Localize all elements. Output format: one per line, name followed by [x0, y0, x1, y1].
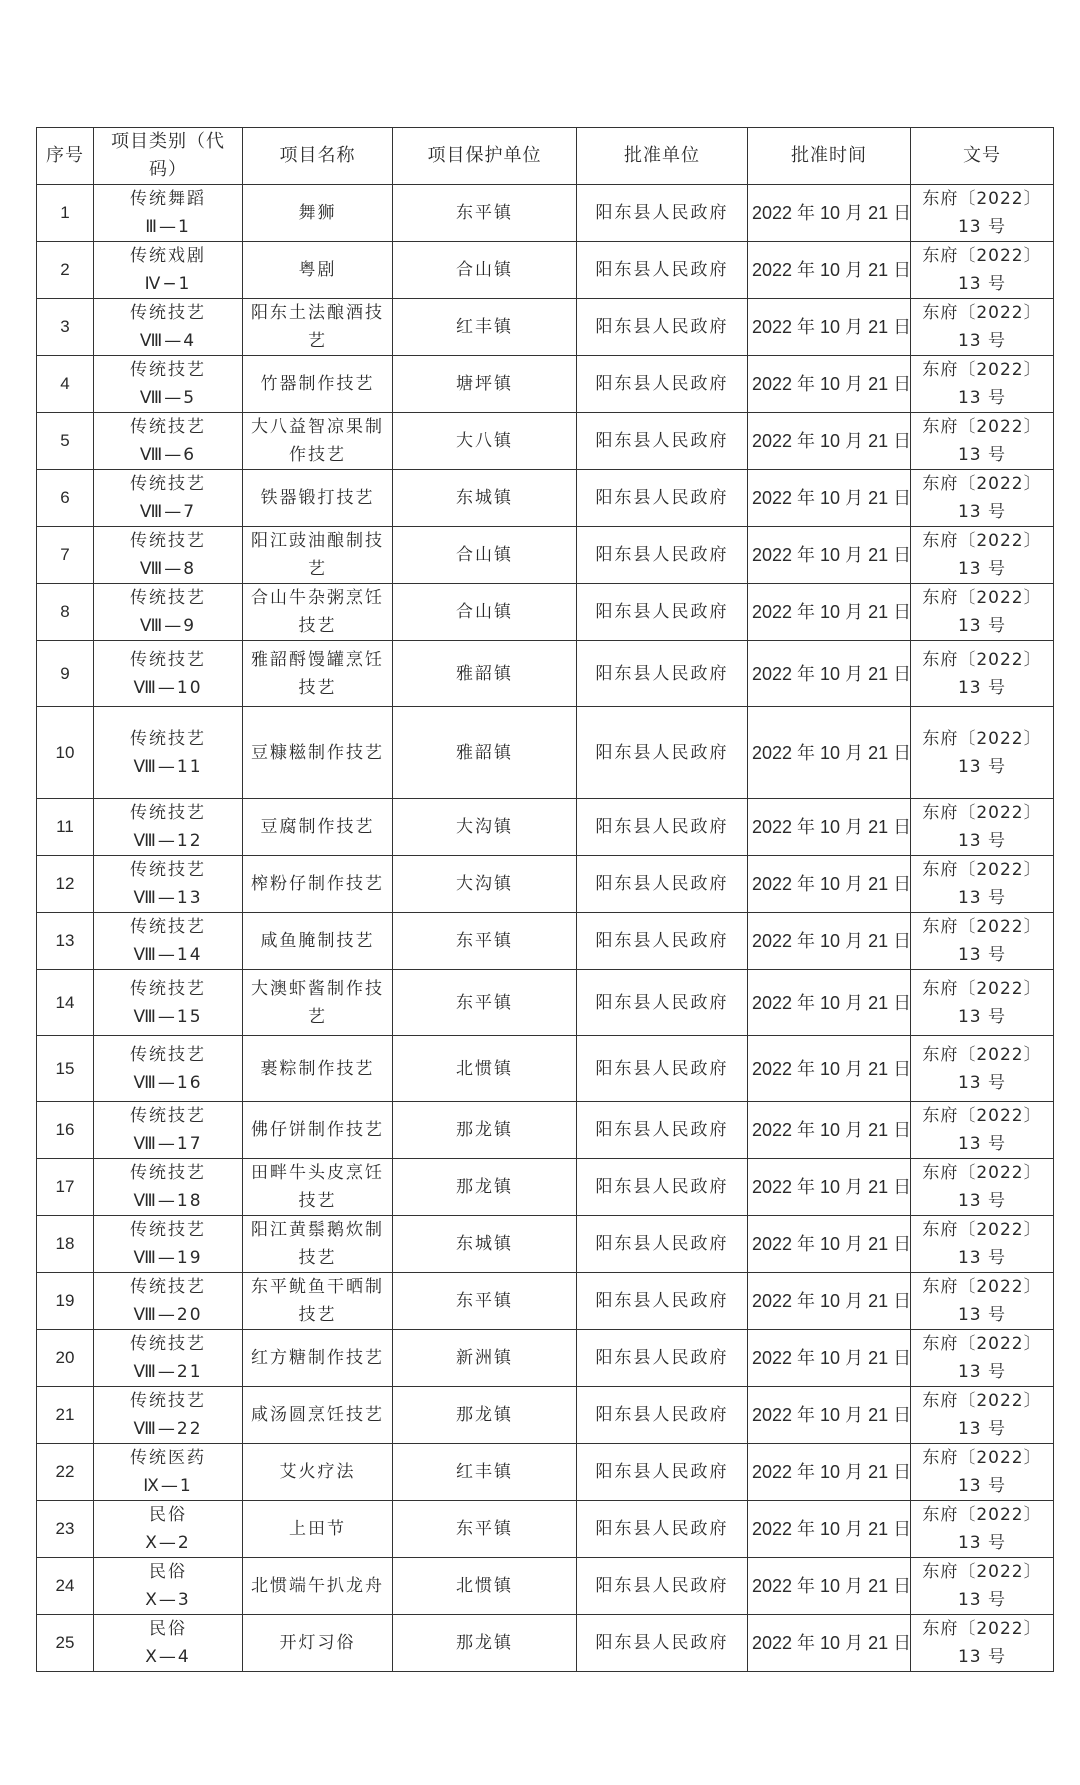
header-unit: 项目保护单位 — [393, 128, 577, 185]
row-date: 2022 年 10 月 21 日 — [748, 641, 911, 707]
row-doc-number: 东府〔2022〕13 号 — [911, 641, 1054, 707]
row-approver: 阳东县人民政府 — [577, 356, 748, 413]
row-approver: 阳东县人民政府 — [577, 856, 748, 913]
row-category — [94, 299, 243, 356]
row-date: 2022 年 10 月 21 日 — [748, 242, 911, 299]
row-date: 2022 年 10 月 21 日 — [748, 527, 911, 584]
category-label: 传统技艺 — [130, 417, 206, 437]
category-code: Ⅷ—9 — [139, 616, 197, 636]
category-code: Ⅷ—7 — [139, 502, 197, 522]
row-protection-unit: 那龙镇 — [393, 1387, 577, 1444]
heritage-table — [36, 127, 1054, 1672]
table-row — [37, 1159, 1054, 1216]
row-doc-number: 东府〔2022〕13 号 — [911, 913, 1054, 970]
row-seq: 10 — [37, 707, 94, 799]
category-label: 传统技艺 — [130, 1044, 206, 1065]
row-seq: 4 — [37, 356, 94, 413]
row-doc-number: 东府〔2022〕13 号 — [911, 356, 1054, 413]
table-row — [37, 856, 1054, 913]
row-seq: 19 — [37, 1273, 94, 1330]
row-seq: 8 — [37, 584, 94, 641]
row-date: 2022 年 10 月 21 日 — [748, 356, 911, 413]
table-row — [37, 1558, 1054, 1615]
row-doc-number: 东府〔2022〕13 号 — [911, 1273, 1054, 1330]
category-label: 传统医药 — [130, 1448, 206, 1468]
row-project-name: 红方糖制作技艺 — [243, 1330, 393, 1387]
table-row — [37, 913, 1054, 970]
header-row — [37, 128, 1054, 185]
category-label: 传统技艺 — [130, 1220, 206, 1240]
row-doc-number: 东府〔2022〕13 号 — [911, 1159, 1054, 1216]
row-project-name: 佛仔饼制作技艺 — [243, 1102, 393, 1159]
row-project-name: 大八益智凉果制作技艺 — [243, 413, 393, 470]
row-project-name: 北惯端午扒龙舟 — [243, 1558, 393, 1615]
table-row — [37, 413, 1054, 470]
row-project-name: 咸汤圆烹饪技艺 — [243, 1387, 393, 1444]
row-approver: 阳东县人民政府 — [577, 584, 748, 641]
row-doc-number: 东府〔2022〕13 号 — [911, 1330, 1054, 1387]
row-protection-unit: 红丰镇 — [393, 299, 577, 356]
category-code: Ⅷ—10 — [133, 677, 203, 698]
row-doc-number: 东府〔2022〕13 号 — [911, 527, 1054, 584]
row-category — [94, 1036, 243, 1102]
row-approver: 阳东县人民政府 — [577, 299, 748, 356]
row-project-name: 东平鱿鱼干晒制技艺 — [243, 1273, 393, 1330]
row-date: 2022 年 10 月 21 日 — [748, 1615, 911, 1672]
header-category: 项目类别（代码） — [94, 128, 243, 185]
row-project-name: 榨粉仔制作技艺 — [243, 856, 393, 913]
row-project-name: 大澳虾酱制作技艺 — [243, 970, 393, 1036]
row-project-name: 阳江豉油酿制技艺 — [243, 527, 393, 584]
row-seq: 25 — [37, 1615, 94, 1672]
row-approver: 阳东县人民政府 — [577, 413, 748, 470]
row-seq: 3 — [37, 299, 94, 356]
row-approver: 阳东县人民政府 — [577, 185, 748, 242]
row-doc-number: 东府〔2022〕13 号 — [911, 1444, 1054, 1501]
category-code: Ⅷ—18 — [133, 1191, 203, 1211]
row-project-name: 咸鱼腌制技艺 — [243, 913, 393, 970]
row-date: 2022 年 10 月 21 日 — [748, 185, 911, 242]
row-protection-unit: 那龙镇 — [393, 1615, 577, 1672]
table-row — [37, 185, 1054, 242]
table-row — [37, 527, 1054, 584]
row-date: 2022 年 10 月 21 日 — [748, 856, 911, 913]
category-code: Ⅸ—1 — [143, 1476, 193, 1496]
row-category — [94, 1330, 243, 1387]
row-category — [94, 641, 243, 707]
category-code: Ⅷ—6 — [139, 445, 197, 465]
row-date: 2022 年 10 月 21 日 — [748, 1330, 911, 1387]
row-date: 2022 年 10 月 21 日 — [748, 1216, 911, 1273]
row-protection-unit: 塘坪镇 — [393, 356, 577, 413]
category-code: Ⅷ—13 — [133, 888, 203, 908]
row-project-name: 豆腐制作技艺 — [243, 799, 393, 856]
row-category — [94, 527, 243, 584]
table-row — [37, 1444, 1054, 1501]
row-seq: 16 — [37, 1102, 94, 1159]
row-project-name: 开灯习俗 — [243, 1615, 393, 1672]
row-approver: 阳东县人民政府 — [577, 1444, 748, 1501]
row-protection-unit: 北惯镇 — [393, 1558, 577, 1615]
category-code: Ⅹ—4 — [145, 1647, 191, 1667]
row-protection-unit: 东城镇 — [393, 470, 577, 527]
category-label: 传统技艺 — [130, 1106, 206, 1126]
category-code: Ⅷ—21 — [133, 1362, 203, 1382]
row-doc-number: 东府〔2022〕13 号 — [911, 1558, 1054, 1615]
row-protection-unit: 合山镇 — [393, 527, 577, 584]
row-project-name: 合山牛杂粥烹饪技艺 — [243, 584, 393, 641]
row-protection-unit: 东平镇 — [393, 970, 577, 1036]
category-label: 传统技艺 — [130, 1277, 206, 1297]
row-category — [94, 1159, 243, 1216]
row-project-name: 竹器制作技艺 — [243, 356, 393, 413]
row-seq: 6 — [37, 470, 94, 527]
row-category — [94, 1273, 243, 1330]
row-seq: 17 — [37, 1159, 94, 1216]
category-label: 传统技艺 — [130, 1334, 206, 1354]
row-protection-unit: 东平镇 — [393, 1273, 577, 1330]
category-code: Ⅷ—15 — [133, 1006, 203, 1027]
row-protection-unit: 大沟镇 — [393, 799, 577, 856]
category-label: 民俗 — [149, 1562, 187, 1582]
row-approver: 阳东县人民政府 — [577, 1273, 748, 1330]
row-seq: 20 — [37, 1330, 94, 1387]
row-doc-number: 东府〔2022〕13 号 — [911, 299, 1054, 356]
row-approver: 阳东县人民政府 — [577, 913, 748, 970]
row-seq: 21 — [37, 1387, 94, 1444]
category-code: Ⅷ—12 — [133, 831, 203, 851]
row-seq: 15 — [37, 1036, 94, 1102]
row-approver: 阳东县人民政府 — [577, 707, 748, 799]
row-seq: 9 — [37, 641, 94, 707]
row-doc-number: 东府〔2022〕13 号 — [911, 242, 1054, 299]
category-label: 传统技艺 — [130, 978, 206, 999]
row-project-name: 艾火疗法 — [243, 1444, 393, 1501]
row-category — [94, 1558, 243, 1615]
category-label: 民俗 — [149, 1619, 187, 1639]
category-code: Ⅷ—8 — [139, 559, 197, 579]
row-date: 2022 年 10 月 21 日 — [748, 707, 911, 799]
category-label: 传统舞蹈 — [130, 189, 206, 209]
row-protection-unit: 雅韶镇 — [393, 707, 577, 799]
table-row — [37, 1273, 1054, 1330]
table-row — [37, 1036, 1054, 1102]
category-label: 传统技艺 — [130, 360, 206, 380]
table-row — [37, 1102, 1054, 1159]
row-seq: 14 — [37, 970, 94, 1036]
table-row — [37, 1330, 1054, 1387]
row-date: 2022 年 10 月 21 日 — [748, 413, 911, 470]
row-project-name: 雅韶酹馒罐烹饪技艺 — [243, 641, 393, 707]
table-header — [37, 128, 1054, 185]
row-project-name: 豆糠糍制作技艺 — [243, 707, 393, 799]
row-approver: 阳东县人民政府 — [577, 1501, 748, 1558]
row-category — [94, 970, 243, 1036]
row-date: 2022 年 10 月 21 日 — [748, 970, 911, 1036]
row-doc-number: 东府〔2022〕13 号 — [911, 1387, 1054, 1444]
row-seq: 22 — [37, 1444, 94, 1501]
row-category — [94, 1216, 243, 1273]
table-body — [37, 185, 1054, 1672]
row-project-name: 粤剧 — [243, 242, 393, 299]
row-doc-number: 东府〔2022〕13 号 — [911, 185, 1054, 242]
row-doc-number: 东府〔2022〕13 号 — [911, 970, 1054, 1036]
row-category — [94, 584, 243, 641]
row-approver: 阳东县人民政府 — [577, 641, 748, 707]
row-project-name: 阳东土法酿酒技艺 — [243, 299, 393, 356]
row-approver: 阳东县人民政府 — [577, 970, 748, 1036]
header-doc: 文号 — [911, 128, 1054, 185]
category-code: Ⅹ—2 — [145, 1533, 191, 1553]
row-seq: 5 — [37, 413, 94, 470]
header-seq: 序号 — [37, 128, 94, 185]
category-label: 传统技艺 — [130, 531, 206, 551]
row-date: 2022 年 10 月 21 日 — [748, 1501, 911, 1558]
category-label: 传统技艺 — [130, 1163, 206, 1183]
row-doc-number: 东府〔2022〕13 号 — [911, 1102, 1054, 1159]
row-doc-number: 东府〔2022〕13 号 — [911, 707, 1054, 799]
row-seq: 11 — [37, 799, 94, 856]
category-code: Ⅷ—22 — [133, 1419, 203, 1439]
category-code: Ⅷ—11 — [133, 756, 203, 777]
row-doc-number: 东府〔2022〕13 号 — [911, 413, 1054, 470]
row-category — [94, 913, 243, 970]
row-protection-unit: 新洲镇 — [393, 1330, 577, 1387]
table-row — [37, 299, 1054, 356]
row-doc-number: 东府〔2022〕13 号 — [911, 1501, 1054, 1558]
row-approver: 阳东县人民政府 — [577, 1615, 748, 1672]
row-protection-unit: 东城镇 — [393, 1216, 577, 1273]
row-protection-unit: 大八镇 — [393, 413, 577, 470]
row-protection-unit: 东平镇 — [393, 1501, 577, 1558]
row-category — [94, 1444, 243, 1501]
category-label: 传统技艺 — [130, 1391, 206, 1411]
category-label: 传统戏剧 — [130, 246, 206, 266]
row-protection-unit: 合山镇 — [393, 242, 577, 299]
row-approver: 阳东县人民政府 — [577, 1330, 748, 1387]
row-category — [94, 1615, 243, 1672]
category-code: Ⅷ—17 — [133, 1134, 203, 1154]
category-label: 传统技艺 — [130, 474, 206, 494]
row-approver: 阳东县人民政府 — [577, 1036, 748, 1102]
row-doc-number: 东府〔2022〕13 号 — [911, 470, 1054, 527]
row-date: 2022 年 10 月 21 日 — [748, 299, 911, 356]
row-approver: 阳东县人民政府 — [577, 242, 748, 299]
row-date: 2022 年 10 月 21 日 — [748, 1036, 911, 1102]
row-doc-number: 东府〔2022〕13 号 — [911, 799, 1054, 856]
category-code: Ⅷ—16 — [133, 1072, 203, 1093]
table-row — [37, 799, 1054, 856]
table-row — [37, 970, 1054, 1036]
row-doc-number: 东府〔2022〕13 号 — [911, 584, 1054, 641]
row-project-name: 阳江黄鬃鹅炊制技艺 — [243, 1216, 393, 1273]
row-project-name: 裹粽制作技艺 — [243, 1036, 393, 1102]
row-date: 2022 年 10 月 21 日 — [748, 1102, 911, 1159]
row-seq: 12 — [37, 856, 94, 913]
table-row — [37, 584, 1054, 641]
category-code: Ⅷ—4 — [139, 331, 197, 351]
row-protection-unit: 红丰镇 — [393, 1444, 577, 1501]
row-project-name: 上田节 — [243, 1501, 393, 1558]
row-protection-unit: 大沟镇 — [393, 856, 577, 913]
row-project-name: 田畔牛头皮烹饪技艺 — [243, 1159, 393, 1216]
row-approver: 阳东县人民政府 — [577, 527, 748, 584]
row-date: 2022 年 10 月 21 日 — [748, 1387, 911, 1444]
row-approver: 阳东县人民政府 — [577, 1558, 748, 1615]
row-category — [94, 413, 243, 470]
row-approver: 阳东县人民政府 — [577, 799, 748, 856]
category-label: 民俗 — [149, 1505, 187, 1525]
row-category — [94, 1102, 243, 1159]
table-row — [37, 641, 1054, 707]
row-approver: 阳东县人民政府 — [577, 1159, 748, 1216]
row-date: 2022 年 10 月 21 日 — [748, 1444, 911, 1501]
row-approver: 阳东县人民政府 — [577, 1102, 748, 1159]
row-category — [94, 470, 243, 527]
category-label: 传统技艺 — [130, 588, 206, 608]
header-name: 项目名称 — [243, 128, 393, 185]
row-doc-number: 东府〔2022〕13 号 — [911, 856, 1054, 913]
row-seq: 13 — [37, 913, 94, 970]
row-approver: 阳东县人民政府 — [577, 1216, 748, 1273]
row-category — [94, 356, 243, 413]
row-seq: 23 — [37, 1501, 94, 1558]
row-date: 2022 年 10 月 21 日 — [748, 1159, 911, 1216]
row-date: 2022 年 10 月 21 日 — [748, 470, 911, 527]
table-row — [37, 1387, 1054, 1444]
row-seq: 2 — [37, 242, 94, 299]
header-approver: 批准单位 — [577, 128, 748, 185]
row-doc-number: 东府〔2022〕13 号 — [911, 1216, 1054, 1273]
row-protection-unit: 雅韶镇 — [393, 641, 577, 707]
row-category — [94, 799, 243, 856]
category-code: Ⅲ—1 — [145, 217, 191, 237]
row-date: 2022 年 10 月 21 日 — [748, 913, 911, 970]
category-label: 传统技艺 — [130, 728, 206, 749]
table-row — [37, 470, 1054, 527]
category-code: Ⅷ—14 — [133, 945, 203, 965]
row-category — [94, 1387, 243, 1444]
row-protection-unit: 北惯镇 — [393, 1036, 577, 1102]
table-row — [37, 1216, 1054, 1273]
row-protection-unit: 东平镇 — [393, 185, 577, 242]
table-row — [37, 1615, 1054, 1672]
table-row — [37, 242, 1054, 299]
row-doc-number: 东府〔2022〕13 号 — [911, 1036, 1054, 1102]
category-label: 传统技艺 — [130, 649, 206, 670]
category-label: 传统技艺 — [130, 860, 206, 880]
row-category — [94, 707, 243, 799]
category-code: Ⅷ—20 — [133, 1305, 203, 1325]
row-project-name: 舞狮 — [243, 185, 393, 242]
row-project-name: 铁器锻打技艺 — [243, 470, 393, 527]
category-label: 传统技艺 — [130, 917, 206, 937]
category-code: Ⅷ—19 — [133, 1248, 203, 1268]
row-category — [94, 242, 243, 299]
row-category — [94, 1501, 243, 1558]
table-row — [37, 707, 1054, 799]
row-category — [94, 185, 243, 242]
row-protection-unit: 那龙镇 — [393, 1102, 577, 1159]
table-row — [37, 1501, 1054, 1558]
row-protection-unit: 合山镇 — [393, 584, 577, 641]
row-date: 2022 年 10 月 21 日 — [748, 799, 911, 856]
row-protection-unit: 那龙镇 — [393, 1159, 577, 1216]
row-date: 2022 年 10 月 21 日 — [748, 1273, 911, 1330]
row-seq: 18 — [37, 1216, 94, 1273]
category-code: Ⅷ—5 — [139, 388, 197, 408]
row-doc-number: 东府〔2022〕13 号 — [911, 1615, 1054, 1672]
row-seq: 24 — [37, 1558, 94, 1615]
row-date: 2022 年 10 月 21 日 — [748, 584, 911, 641]
category-label: 传统技艺 — [130, 803, 206, 823]
category-code: Ⅹ—3 — [145, 1590, 191, 1610]
row-category — [94, 856, 243, 913]
row-seq: 7 — [37, 527, 94, 584]
row-protection-unit: 东平镇 — [393, 913, 577, 970]
category-label: 传统技艺 — [130, 303, 206, 323]
table-row — [37, 356, 1054, 413]
header-date: 批准时间 — [748, 128, 911, 185]
row-seq: 1 — [37, 185, 94, 242]
category-code: Ⅳ−1 — [144, 274, 192, 294]
row-approver: 阳东县人民政府 — [577, 1387, 748, 1444]
row-approver: 阳东县人民政府 — [577, 470, 748, 527]
row-date: 2022 年 10 月 21 日 — [748, 1558, 911, 1615]
